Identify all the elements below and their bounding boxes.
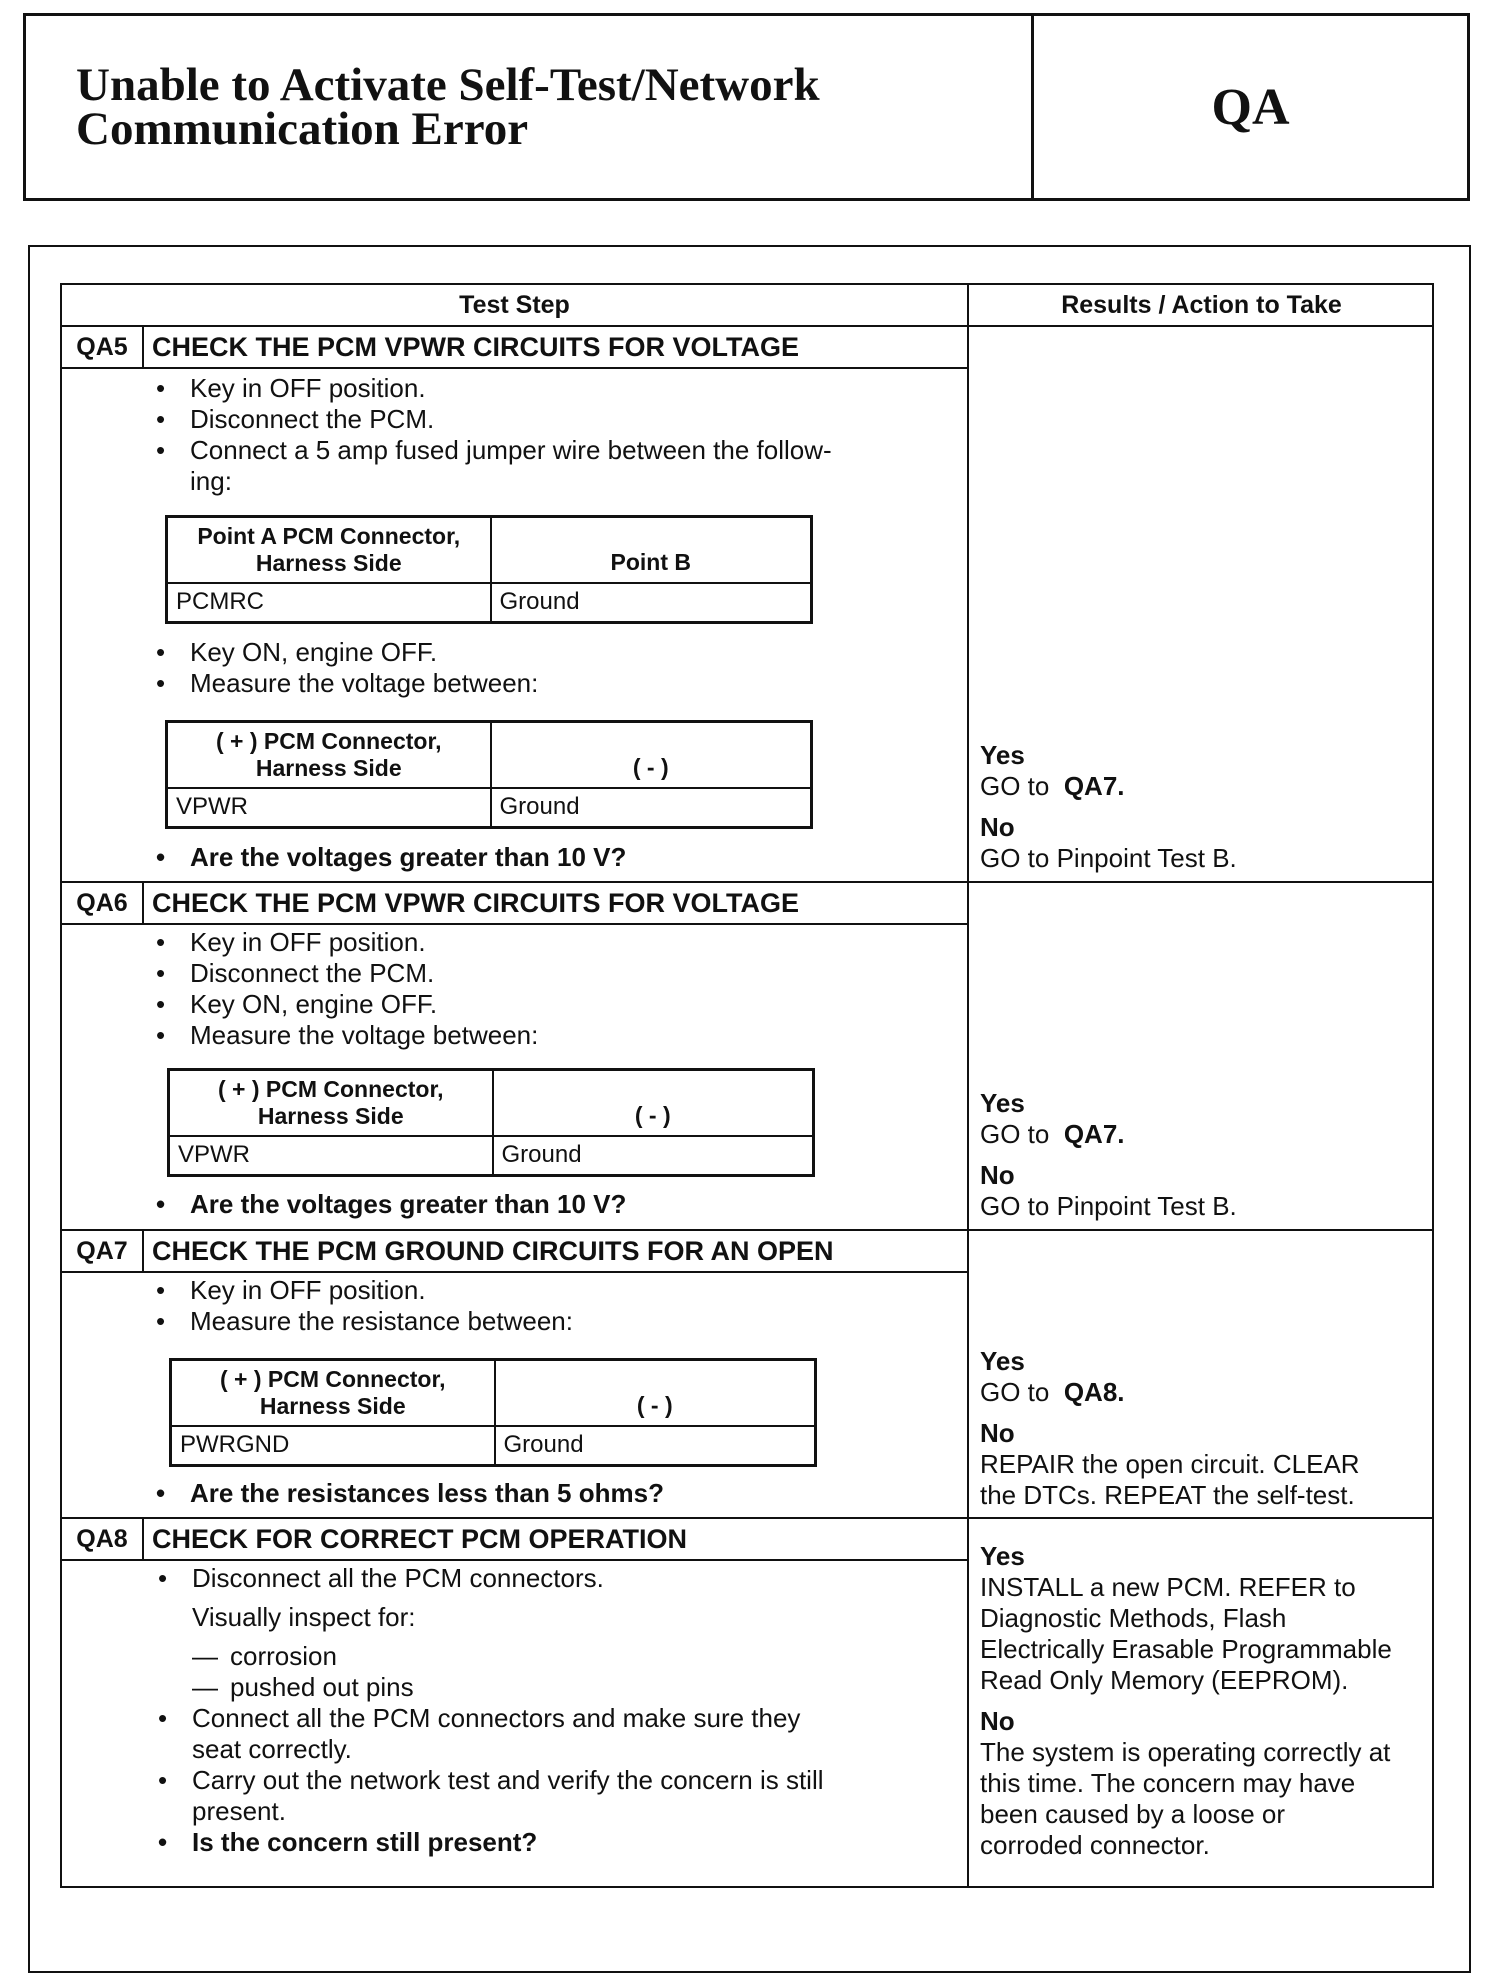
list-item: • Measure the resistance between: (142, 1306, 962, 1337)
table-header: Point A PCM Connector, Harness Side (167, 517, 491, 583)
step-id-qa8: QA8 (62, 1519, 144, 1559)
qa7-steps (142, 1275, 962, 1337)
list-item: Visually inspect for: (192, 1602, 416, 1632)
yes-label: Yes (980, 1541, 1025, 1571)
page-header (23, 13, 1470, 201)
no-action: this time. The concern may have (980, 1768, 1356, 1798)
qa7-result (980, 1346, 1430, 1511)
list-item: — pushed out pins (144, 1672, 964, 1703)
list-item: • Connect all the PCM connectors and make sure they (144, 1703, 964, 1734)
test-table (60, 283, 1434, 1888)
table-cell: Ground (493, 1136, 814, 1176)
table-cell: Ground (491, 583, 812, 623)
qa8-steps (144, 1563, 964, 1858)
no-label: No (980, 1160, 1015, 1190)
step-title-qa6: CHECK THE PCM VPWR CIRCUITS FOR VOLTAGE (152, 887, 799, 918)
row-divider (62, 367, 967, 369)
row-divider (62, 923, 967, 925)
list-item: • Key in OFF position. (142, 1275, 962, 1306)
yes-label: Yes (980, 1088, 1025, 1118)
step-title-qa7: CHECK THE PCM GROUND CIRCUITS FOR AN OPEN (152, 1235, 834, 1266)
qa5-steps-a (142, 373, 962, 497)
table-header: ( - ) (495, 1360, 816, 1426)
list-item: • Measure the voltage between: (142, 668, 962, 699)
qa5-question (142, 842, 962, 873)
list-item: present. (192, 1796, 286, 1826)
code-cell (1034, 16, 1467, 198)
qa6-result (980, 1088, 1430, 1222)
title-cell (26, 16, 1034, 198)
table-header: Point B (491, 517, 812, 583)
table-cell: PCMRC (167, 583, 491, 623)
col-header-results: Results / Action to Take (1061, 290, 1342, 319)
yes-action: Electrically Erasable Programmable (980, 1634, 1392, 1664)
table-cell: VPWR (167, 788, 491, 828)
no-action: GO to Pinpoint Test B. (980, 843, 1237, 873)
qa5-measure-table (165, 720, 813, 829)
qa8-result (980, 1541, 1430, 1861)
list-item: • Are the voltages greater than 10 V? (142, 842, 962, 873)
list-item: • Connect a 5 amp fused jumper wire between the follow- (142, 435, 962, 466)
yes-action: GO to QA7. (980, 1119, 1125, 1149)
list-item: • Disconnect the PCM. (142, 958, 962, 989)
no-label: No (980, 812, 1015, 842)
list-item: • Key ON, engine OFF. (142, 989, 962, 1020)
list-item: • Disconnect the PCM. (142, 404, 962, 435)
table-cell: Ground (495, 1426, 816, 1466)
list-item: • Measure the voltage between: (142, 1020, 962, 1051)
list-item: • Is the concern still present? (144, 1827, 964, 1858)
qa7-measure-table (169, 1358, 817, 1467)
table-cell: VPWR (169, 1136, 493, 1176)
qa7-question (142, 1478, 962, 1509)
yes-action: GO to QA7. (980, 771, 1125, 801)
qa5-steps-b (142, 637, 962, 699)
yes-action: Diagnostic Methods, Flash (980, 1603, 1287, 1633)
no-action: The system is operating correctly at (980, 1737, 1391, 1767)
table-cell: Ground (491, 788, 812, 828)
no-label: No (980, 1418, 1015, 1448)
qa6-measure-table (167, 1068, 815, 1177)
list-item: ing: (190, 466, 232, 496)
no-action: GO to Pinpoint Test B. (980, 1191, 1237, 1221)
table-cell: PWRGND (171, 1426, 495, 1466)
no-action: been caused by a loose or (980, 1799, 1285, 1829)
yes-action: Read Only Memory (EEPROM). (980, 1665, 1349, 1695)
page-title (76, 59, 820, 155)
row-divider (62, 1271, 967, 1273)
column-divider (967, 285, 969, 1886)
col-header-test-step: Test Step (459, 290, 570, 319)
table-header: ( + ) PCM Connector, Harness Side (171, 1360, 495, 1426)
qa6-question (142, 1189, 962, 1220)
title-line-2: Communication Error (76, 103, 529, 155)
section-code: QA (1211, 78, 1290, 136)
step-title-qa5: CHECK THE PCM VPWR CIRCUITS FOR VOLTAGE (152, 331, 799, 362)
step-id-qa7: QA7 (62, 1231, 144, 1271)
qa6-steps (142, 927, 962, 1051)
yes-label: Yes (980, 740, 1025, 770)
row-divider (62, 1559, 967, 1561)
list-item: • Are the resistances less than 5 ohms? (142, 1478, 962, 1509)
yes-label: Yes (980, 1346, 1025, 1376)
list-item: • Are the voltages greater than 10 V? (142, 1189, 962, 1220)
list-item: • Key in OFF position. (142, 927, 962, 958)
yes-action: GO to QA8. (980, 1377, 1125, 1407)
title-line-1: Unable to Activate Self-Test/Network (76, 59, 820, 111)
yes-action: INSTALL a new PCM. REFER to (980, 1572, 1356, 1602)
table-header: ( + ) PCM Connector, Harness Side (167, 722, 491, 788)
list-item: • Key in OFF position. (142, 373, 962, 404)
no-action: corroded connector. (980, 1830, 1210, 1860)
no-label: No (980, 1706, 1015, 1736)
no-action: REPAIR the open circuit. CLEAR (980, 1449, 1360, 1479)
list-item: • Disconnect all the PCM connectors. (144, 1563, 964, 1594)
step-id-qa5: QA5 (62, 327, 144, 367)
table-header: ( - ) (493, 1070, 814, 1136)
list-item: • Key ON, engine OFF. (142, 637, 962, 668)
step-title-qa8: CHECK FOR CORRECT PCM OPERATION (152, 1523, 688, 1554)
list-item: seat correctly. (192, 1734, 352, 1764)
step-id-qa6: QA6 (62, 883, 144, 923)
list-item: — corrosion (144, 1641, 964, 1672)
no-action: the DTCs. REPEAT the self-test. (980, 1480, 1355, 1510)
table-header: ( - ) (491, 722, 812, 788)
list-item: • Carry out the network test and verify the concern is still (144, 1765, 964, 1796)
table-header: ( + ) PCM Connector, Harness Side (169, 1070, 493, 1136)
qa5-jumper-table (165, 515, 813, 624)
qa5-result (980, 740, 1430, 874)
